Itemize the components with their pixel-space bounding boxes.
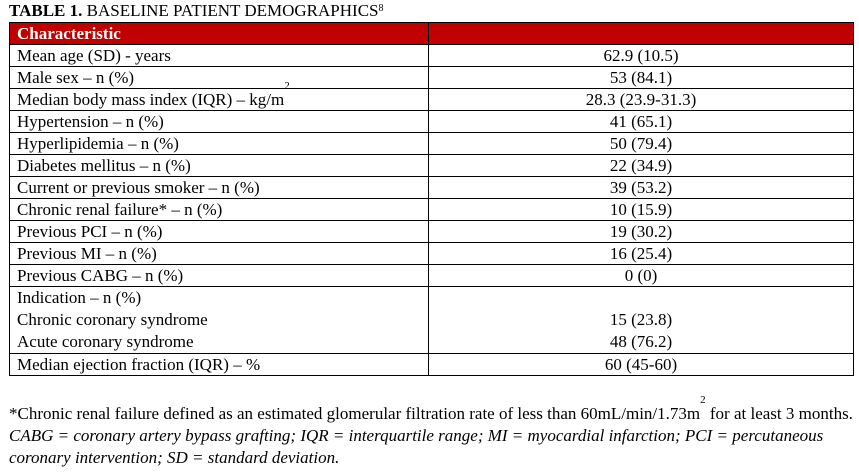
indication-item-label: Chronic coronary syndrome [17,310,208,329]
row-label: Mean age (SD) - years [10,45,429,67]
table-row [10,89,854,111]
indication-item-value: 15 (23.8) [609,310,673,329]
table-caption-reference: 8 [378,3,384,14]
indication-values [429,287,854,354]
footnote-text-continued: for at least 3 months. [705,404,853,423]
table-row [10,67,854,89]
row-value: 60 (45-60) [429,354,854,376]
row-value: 0 (0) [429,265,854,287]
row-value: 19 (30.2) [429,221,854,243]
row-label: Previous MI – n (%) [10,243,429,265]
footnote-abbreviations: CABG = coronary artery bypass grafting; IQR = interquartile range; MI = myocardial infarction; PCI = percutaneous coronary intervention; SD = standard deviation. [9,426,824,467]
table-caption-label: TABLE 1. [9,1,83,20]
table-row [10,354,854,376]
indication-item-value: 48 (76.2) [609,332,673,351]
row-label: Hyperlipidemia – n (%) [10,133,429,155]
indication-labels [10,287,429,354]
indication-item-label: Acute coronary syndrome [17,332,194,351]
row-value: 50 (79.4) [429,133,854,155]
table-caption-title: BASELINE PATIENT DEMOGRAPHICS [86,1,379,20]
footnote-text: *Chronic renal failure defined as an estimated glomerular filtration rate of less than 60mL/min/1.73m [9,404,701,423]
row-label-superscript: 2 [284,80,290,92]
table-row [10,155,854,177]
row-label: Hypertension – n (%) [10,111,429,133]
row-value: 53 (84.1) [429,67,854,89]
row-value: 41 (65.1) [429,111,854,133]
row-label: Median ejection fraction (IQR) – % [10,354,429,376]
row-label [10,80,429,111]
row-label: Chronic renal failure* – n (%) [10,199,429,221]
footnote-superscript: 2 [700,394,706,406]
table-header-row [10,23,854,45]
row-label: Previous CABG – n (%) [10,265,429,287]
indication-row [10,287,854,354]
row-label: Male sex – n (%) [10,67,429,89]
row-value: 28.3 (23.9-31.3) [429,89,854,111]
table-row [10,133,854,155]
header-value [429,23,854,45]
header-characteristic: Characteristic [10,23,429,45]
row-value: 10 (15.9) [429,199,854,221]
row-label-text: Median body mass index (IQR) – kg/m [17,90,285,109]
table-row [10,199,854,221]
table-row [10,243,854,265]
table-row [10,177,854,199]
table-row [10,45,854,67]
row-label: Diabetes mellitus – n (%) [10,155,429,177]
table-row [10,265,854,287]
row-value: 16 (25.4) [429,243,854,265]
demographics-table [9,22,854,376]
row-value: 22 (34.9) [429,155,854,177]
row-value: 39 (53.2) [429,177,854,199]
table-row [10,111,854,133]
row-value: 62.9 (10.5) [429,45,854,67]
table-caption [9,0,384,22]
table-row [10,221,854,243]
row-label: Current or previous smoker – n (%) [10,177,429,199]
indication-heading: Indication – n (%) [17,288,142,307]
row-label: Previous PCI – n (%) [10,221,429,243]
indication-heading-value [429,287,853,309]
table-footnote [9,394,853,469]
